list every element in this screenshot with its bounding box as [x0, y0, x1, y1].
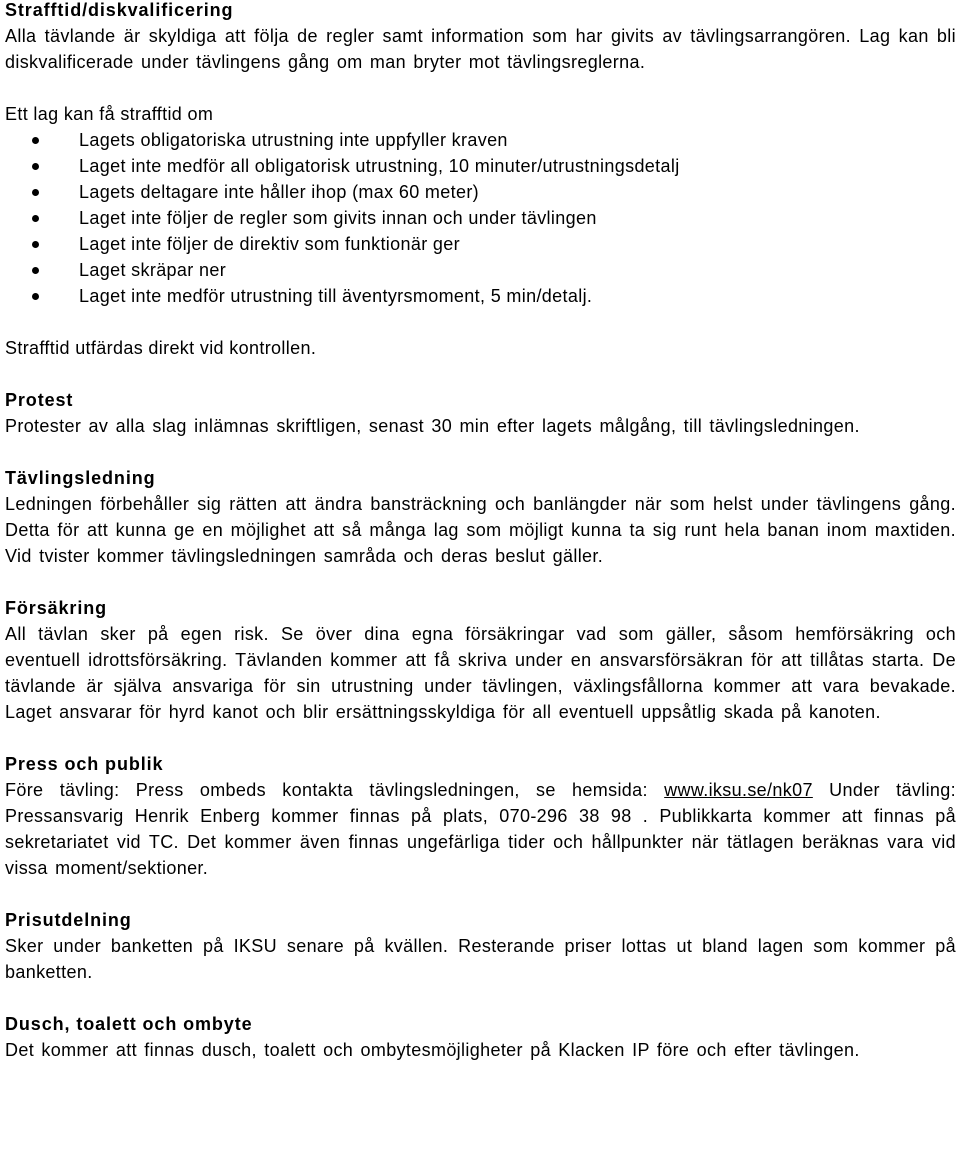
- bullet-icon: [32, 189, 39, 196]
- bullet-icon: [32, 137, 39, 144]
- penalty-note: Strafftid utfärdas direkt vid kontrollen.: [5, 338, 317, 358]
- section-text: Protester av alla slag inlämnas skriftligen, senast 30 min efter lagets målgång, till tävlingsledningen.: [5, 416, 860, 436]
- section-press: [5, 751, 956, 881]
- penalty-list-block: [5, 101, 956, 309]
- section-heading: Prisutdelning: [5, 910, 132, 930]
- section-protest: [5, 387, 956, 439]
- section-text: Ledningen förbehåller sig rätten att ändra bansträckning och banlängder när som helst under tävlingens gång. Detta för att kunna ge en möjlighet att så många lag som möjligt kunna ta sig runt hela banan inom maxtiden. Vid tvister kommer tävlingsledningen samråda och deras beslut gäller.: [5, 494, 956, 566]
- list-item: Laget inte medför all obligatorisk utrustning, 10 minuter/utrustningsdetalj: [5, 153, 956, 179]
- section-tavlingsledning: [5, 465, 956, 569]
- press-text-after-link: Under tävling: Pressansvarig Henrik Enberg kommer finnas på plats, 070-296 38 98 . Publikkarta kommer att finnas på sekretariatet vid TC. Det kommer även finnas ungefärliga tider och hållpunkter när tätlagen beräknas vara vid vissa moment/sektioner.: [5, 780, 957, 878]
- section-text: Alla tävlande är skyldiga att följa de regler samt information som har givits av tävlingsarrangören. Lag kan bli diskvalificerade under tävlingens gång om man bryter mot tävlingsreglerna.: [5, 26, 956, 72]
- section-text: Sker under banketten på IKSU senare på kvällen. Resterande priser lottas ut bland lagen som kommer på banketten.: [5, 936, 956, 982]
- document-page: [5, 0, 956, 1063]
- list-item: Laget inte medför utrustning till äventyrsmoment, 5 min/detalj.: [5, 283, 956, 309]
- section-prisutdelning: [5, 907, 956, 985]
- list-item: Laget inte följer de regler som givits innan och under tävlingen: [5, 205, 956, 231]
- list-item: Lagets obligatoriska utrustning inte uppfyller kraven: [5, 127, 956, 153]
- bullet-icon: [32, 267, 39, 274]
- bullet-icon: [32, 293, 39, 300]
- section-text: All tävlan sker på egen risk. Se över dina egna försäkringar vad som gäller, såsom hemförsäkring och eventuell idrottsförsäkring. Tävlanden kommer att få skriva under en ansvarsförsäkran för att tillåtas starta. De tävlande är själva ansvariga för sin utrustning under tävlingen, växlingsfållorna kommer att vara bevakade. Laget ansvarar för hyrd kanot och blir ersättningsskyldiga för all eventuell uppsåtlig skada på kanoten.: [5, 624, 956, 722]
- list-item: Laget inte följer de direktiv som funktionär ger: [5, 231, 956, 257]
- list-item: Laget skräpar ner: [5, 257, 956, 283]
- section-heading: Dusch, toalett och ombyte: [5, 1014, 253, 1034]
- press-text-before-link: Före tävling: Press ombeds kontakta tävlingsledningen, se hemsida:: [5, 780, 665, 800]
- penalty-note-block: [5, 335, 956, 361]
- section-forsakring: [5, 595, 956, 725]
- penalty-list: [5, 127, 956, 309]
- section-heading: Strafftid/diskvalificering: [5, 0, 234, 20]
- section-dusch: [5, 1011, 956, 1063]
- bullet-icon: [32, 215, 39, 222]
- section-heading: Protest: [5, 390, 74, 410]
- penalty-list-intro: Ett lag kan få strafftid om: [5, 104, 214, 124]
- bullet-icon: [32, 163, 39, 170]
- list-item: Lagets deltagare inte håller ihop (max 60 meter): [5, 179, 956, 205]
- section-strafftid: [5, 0, 956, 75]
- bullet-icon: [32, 241, 39, 248]
- section-heading: Press och publik: [5, 754, 164, 774]
- section-heading: Tävlingsledning: [5, 468, 156, 488]
- section-text: [5, 777, 956, 881]
- section-text: Det kommer att finnas dusch, toalett och ombytesmöjligheter på Klacken IP före och efter tävlingen.: [5, 1040, 860, 1060]
- website-link[interactable]: www.iksu.se/nk07: [664, 780, 813, 800]
- section-heading: Försäkring: [5, 598, 108, 618]
